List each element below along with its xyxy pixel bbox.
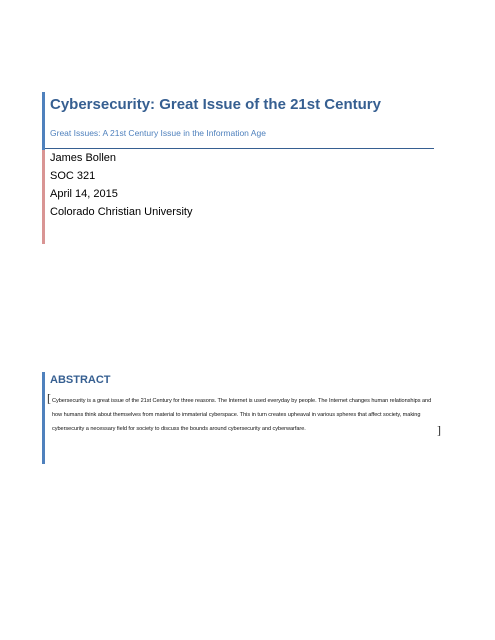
abstract-open-bracket: [	[47, 391, 51, 405]
abstract-text: Cybersecurity is a great issue of the 21st Century for three reasons. The Internet is used everyday by people. The Internet changes human relationships and how humans think about themselves from material to immaterial cyberspace. This in turn creates upheaval in various spheres that affect society, making cybersecurity a necessary field for society to discuss the bounds around cybersecurity and cyberwarfare.	[52, 398, 432, 432]
institution-name: Colorado Christian University	[50, 206, 193, 218]
abstract-accent-bar	[42, 372, 45, 464]
document-subtitle: Great Issues: A 21st Century Issue in the Information Age	[50, 128, 266, 138]
abstract-close-bracket: ]	[437, 423, 441, 437]
title-divider	[45, 148, 434, 149]
title-accent-bar	[42, 92, 45, 150]
author-accent-bar	[42, 150, 45, 244]
course-code: SOC 321	[50, 170, 96, 182]
document-date: April 14, 2015	[50, 188, 118, 200]
abstract-heading: ABSTRACT	[50, 374, 111, 386]
author-name: James Bollen	[50, 152, 117, 164]
document-title: Cybersecurity: Great Issue of the 21st Century	[50, 96, 381, 113]
